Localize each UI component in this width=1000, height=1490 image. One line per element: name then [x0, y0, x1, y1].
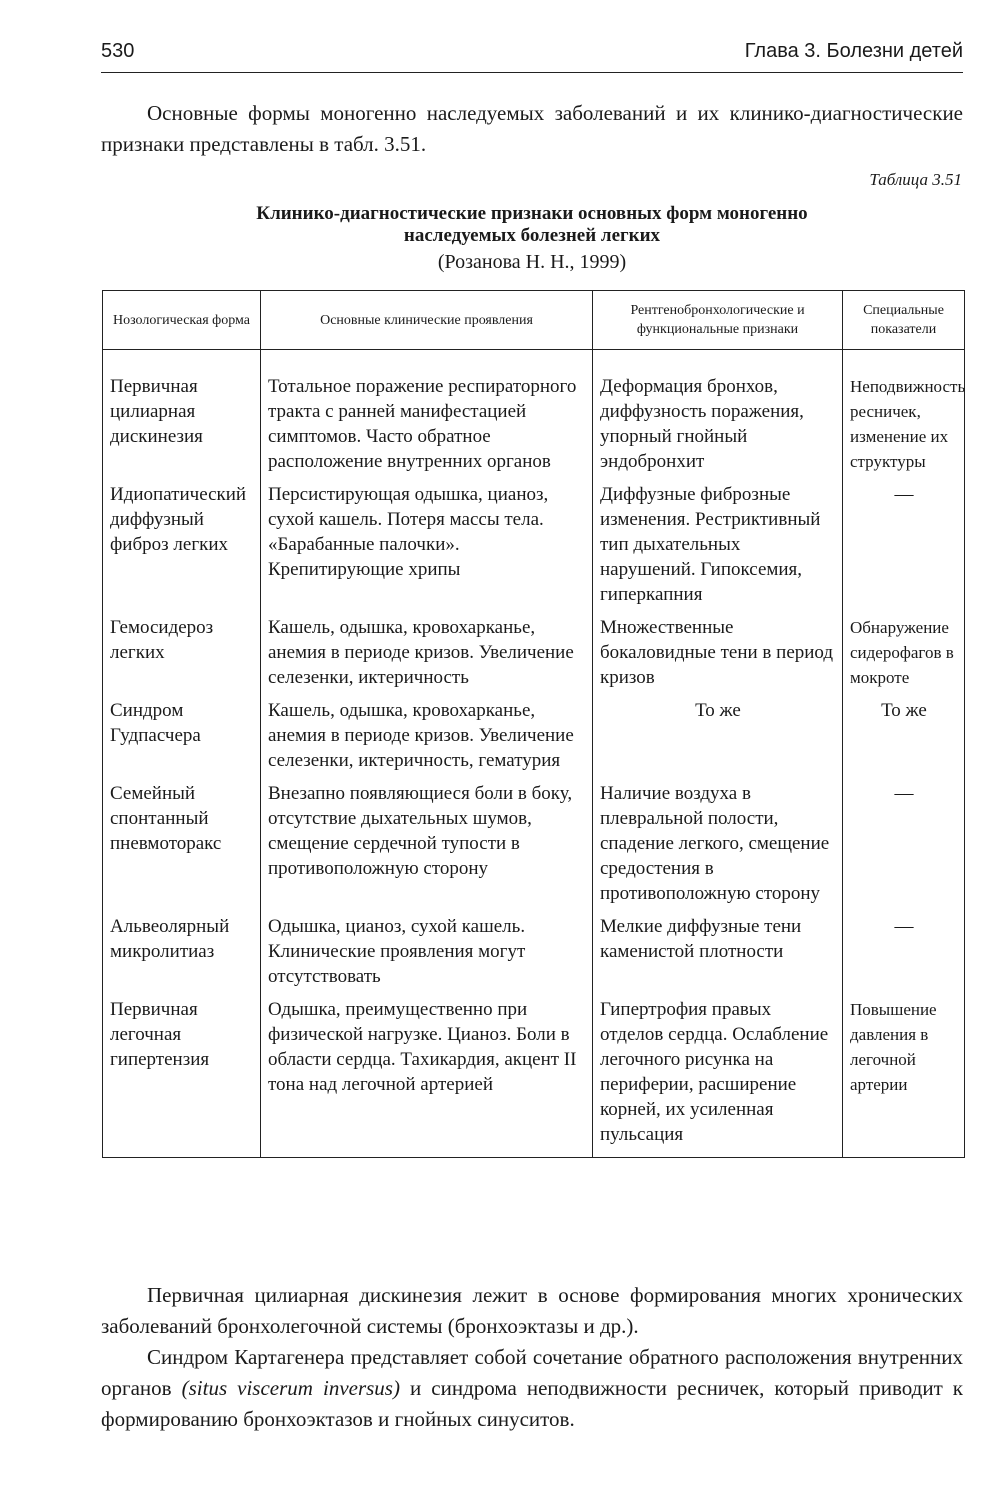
table-row: [103, 698, 965, 781]
cell-special: Неподвижность ресничек, изменение их структуры: [843, 350, 965, 483]
cell-xray: Мелкие диффузные тени каменистой плотности: [593, 914, 843, 997]
disease-table: [102, 290, 965, 1158]
cell-clinical: Кашель, одышка, кровохарканье, анемия в периоде кризов. Увеличение селезенки, иктеричность: [261, 615, 593, 698]
cell-special: —: [843, 482, 965, 615]
body-paragraph-2: [101, 1342, 963, 1435]
paragraph-2-text-end: и синдрома неподвижности ресничек, который приводит к формированию бронхоэктазов и гнойных синуситов.: [101, 1376, 964, 1431]
cell-form: Первичная цилиарная дискинезия: [103, 350, 261, 483]
paragraph-2-text-start: Синдром Картагенера представляет собой сочетание обратного расположения внутренних органов: [101, 1345, 963, 1400]
table-number: Таблица 3.51: [869, 170, 962, 189]
cell-xray: То же: [593, 698, 843, 781]
table-row: [103, 914, 965, 997]
column-header-special: Специальные показатели: [843, 291, 965, 350]
cell-xray: Наличие воздуха в плевральной полости, спадение легкого, смещение средостения в противоположную сторону: [593, 781, 843, 914]
table-row: [103, 482, 965, 615]
cell-form: Альвеолярный микролитиаз: [103, 914, 261, 997]
cell-form: Гемосидероз легких: [103, 615, 261, 698]
table-row: [103, 615, 965, 698]
cell-special: Повышение давления в легочной артерии: [843, 997, 965, 1158]
cell-special: То же: [843, 698, 965, 781]
cell-form: Семейный спонтанный пневмоторакс: [103, 781, 261, 914]
table-caption: [101, 203, 963, 275]
table-row: [103, 781, 965, 914]
cell-clinical: Одышка, цианоз, сухой кашель. Клинические проявления могут отсутствовать: [261, 914, 593, 997]
cell-form: Первичная легочная гипертензия: [103, 997, 261, 1158]
body-paragraph-1: Первичная цилиарная дискинезия лежит в основе формирования многих хронических заболеваний бронхолегочной системы (бронхоэктазы и др.).: [101, 1283, 963, 1338]
cell-xray: Диффузные фиброзные изменения. Рестриктивный тип дыхательных нарушений. Гипоксемия, гиперкапния: [593, 482, 843, 615]
chapter-title: Глава 3. Болезни детей: [744, 40, 963, 62]
running-header: [101, 38, 963, 73]
intro-paragraph: Основные формы моногенно наследуемых заболеваний и их клинико-диагностические признаки представлены в табл. 3.51.: [101, 101, 963, 156]
cell-clinical: Кашель, одышка, кровохарканье, анемия в периоде кризов. Увеличение селезенки, иктеричность, гематурия: [261, 698, 593, 781]
column-header-clinical: Основные клинические проявления: [261, 291, 593, 350]
cell-form: Идиопатический диффузный фиброз легких: [103, 482, 261, 615]
table-source: (Розанова Н. Н., 1999): [437, 251, 627, 273]
cell-xray: Гипертрофия правых отделов сердца. Ослабление легочного рисунка на периферии, расширение корней, их усиленная пульсация: [593, 997, 843, 1158]
column-header-form: Нозологическая форма: [103, 291, 261, 350]
cell-special: —: [843, 914, 965, 997]
table-title-line-2: наследуемых болезней легких: [403, 225, 661, 246]
cell-special: Обнаружение сидерофагов в мокроте: [843, 615, 965, 698]
page-number: 530: [101, 40, 135, 62]
cell-clinical: Персистирующая одышка, цианоз, сухой кашель. Потеря массы тела. «Барабанные палочки». Крепитирующие хрипы: [261, 482, 593, 615]
column-header-xray: Рентгенобронхологические и функциональные признаки: [593, 291, 843, 350]
table-row: [103, 997, 965, 1158]
cell-clinical: Внезапно появляющиеся боли в боку, отсутствие дыхательных шумов, смещение сердечной тупости в противоположную сторону: [261, 781, 593, 914]
cell-xray: Деформация бронхов, диффузность поражения, упорный гнойный эндобронхит: [593, 350, 843, 483]
table-title-line-1: Клинико-диагностические признаки основных форм моногенно: [256, 203, 808, 224]
cell-clinical: Тотальное поражение респираторного тракта с ранней манифестацией симптомов. Часто обратное расположение внутренних органов: [261, 350, 593, 483]
table-row: [103, 350, 965, 483]
cell-special: —: [843, 781, 965, 914]
cell-clinical: Одышка, преимущественно при физической нагрузке. Цианоз. Боли в области сердца. Тахикардия, акцент II тона над легочной артерией: [261, 997, 593, 1158]
cell-form: Синдром Гудпасчера: [103, 698, 261, 781]
table-header-row: [103, 291, 965, 350]
latin-term: (situs viscerum inversus): [181, 1376, 400, 1400]
cell-xray: Множественные бокаловидные тени в период кризов: [593, 615, 843, 698]
